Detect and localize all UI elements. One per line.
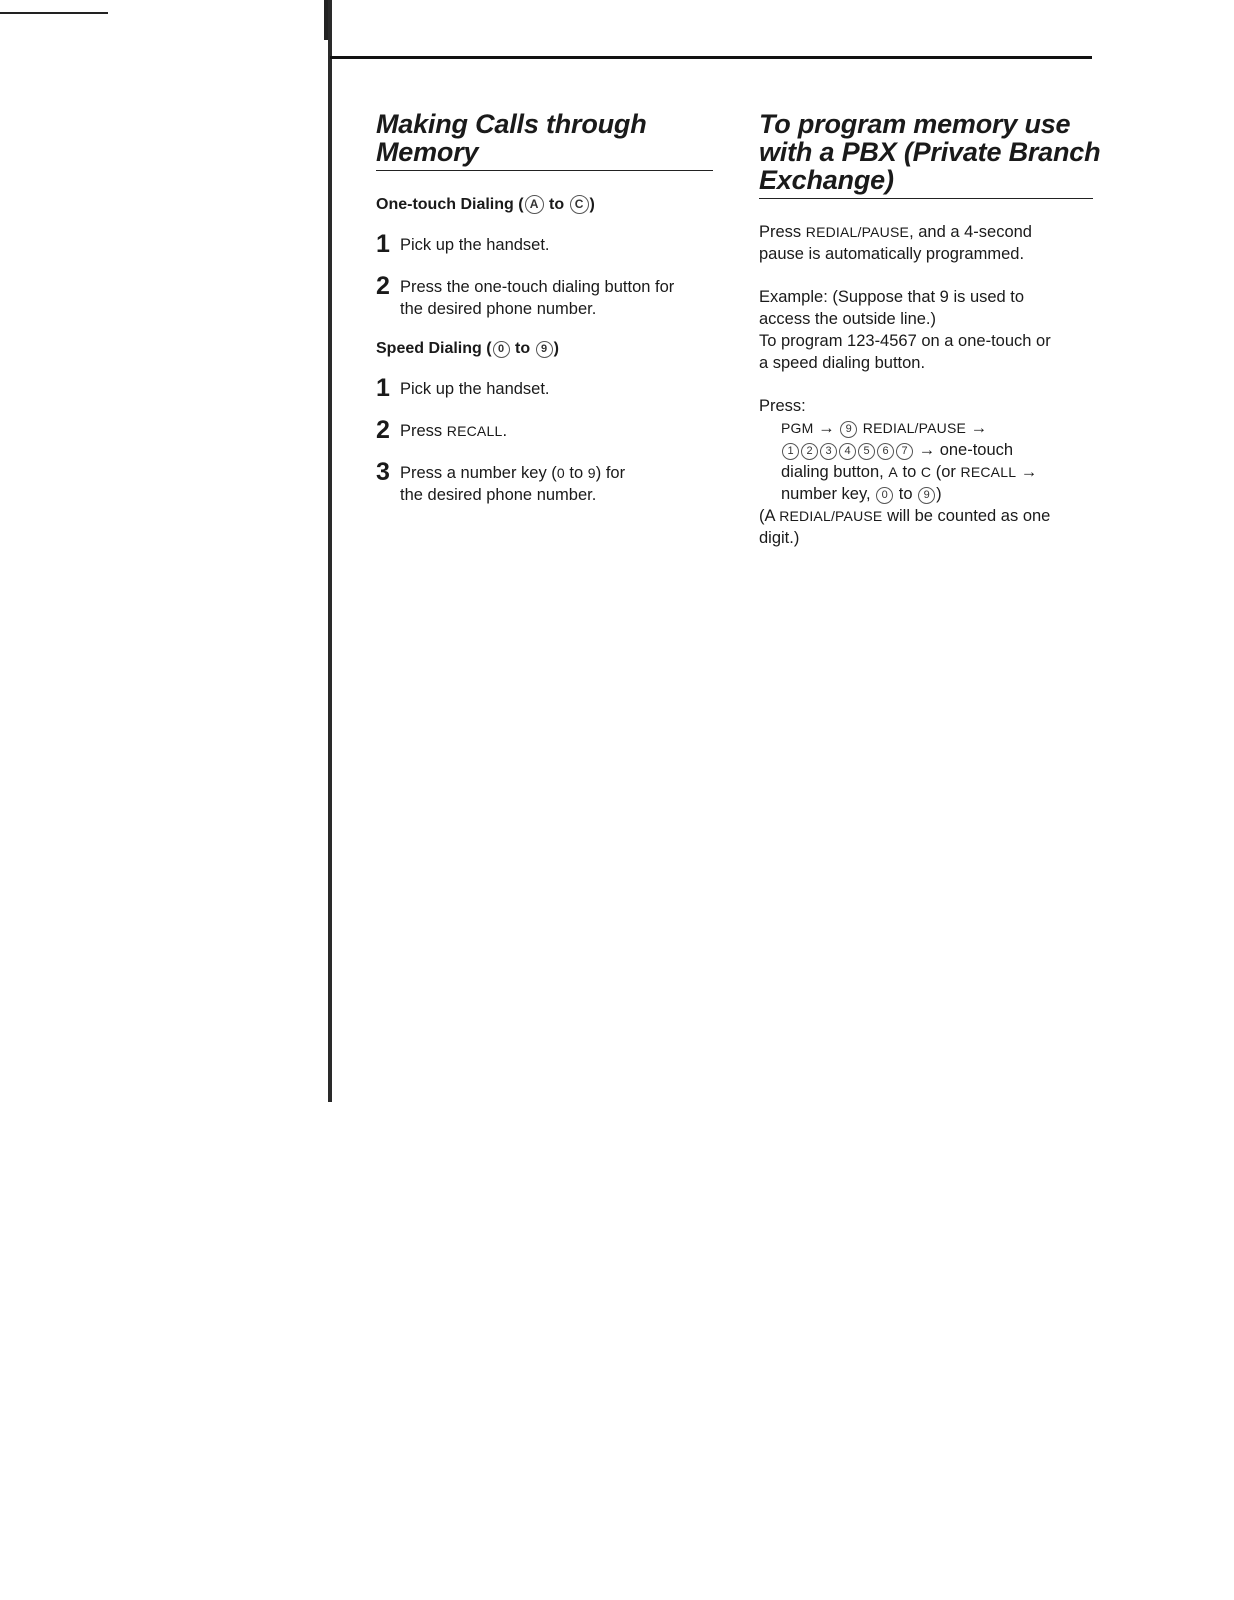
speed-step-2: 2 Press RECALL.	[376, 416, 508, 444]
redial-pause-key: REDIAL/PAUSE	[779, 508, 883, 524]
circled-digit-key: 1	[782, 443, 799, 460]
arrow-icon: →	[918, 441, 936, 459]
step-text: Press the one-touch dialing button for	[400, 278, 675, 296]
arrow-icon: →	[818, 419, 835, 437]
number-key-9: 9	[587, 465, 596, 481]
pgm-key: PGM	[781, 420, 814, 436]
arrow-icon: →	[970, 419, 988, 437]
binding-edge	[328, 0, 332, 1102]
a-key: A	[888, 464, 898, 480]
recall-key: RECALL	[446, 423, 503, 439]
circled-0-key: 0	[493, 341, 510, 358]
step-number: 2	[376, 416, 390, 444]
step-text: the desired phone number.	[400, 300, 597, 318]
circled-9-key: 9	[536, 341, 553, 358]
c-key: C	[920, 464, 932, 480]
press-label: Press:	[759, 397, 806, 415]
circled-a-key: A	[525, 195, 544, 214]
circled-9-key: 9	[918, 487, 935, 504]
step-number: 1	[376, 230, 390, 258]
header-rule	[330, 56, 1092, 59]
number-key-0: 0	[556, 465, 565, 481]
pause-paragraph: Press REDIAL/PAUSE, and a 4-second pause is automatically programmed.	[759, 223, 1032, 263]
corner-crop-mark	[0, 12, 108, 14]
step-text: Pick up the handset.	[400, 380, 550, 398]
circled-digit-key: 4	[839, 443, 856, 460]
right-column	[759, 110, 1099, 549]
one-touch-step-1	[376, 230, 714, 258]
step-text: the desired phone number.	[400, 486, 597, 504]
arrow-icon: →	[1020, 463, 1038, 481]
step-text: Pick up the handset.	[400, 236, 550, 254]
one-touch-step-2	[376, 272, 714, 320]
section-title-memory-calls: Making Calls through Memory	[376, 110, 713, 171]
circled-digit-key: 7	[896, 443, 913, 460]
step-number: 1	[376, 374, 390, 402]
redial-pause-key: REDIAL/PAUSE	[805, 224, 910, 240]
circled-digit-key: 5	[858, 443, 875, 460]
step-number: 3	[376, 458, 390, 486]
recall-key: RECALL	[960, 464, 1017, 480]
circled-digit-key: 2	[801, 443, 818, 460]
circled-digit-key: 3	[820, 443, 837, 460]
circled-c-key: C	[570, 195, 589, 214]
speed-step-3: 3 Press a number key (0 to 9) for the desired phone number.	[376, 462, 714, 506]
circled-9-key: 9	[840, 421, 857, 438]
circled-digit-key: 6	[877, 443, 894, 460]
speed-dialing-heading: Speed Dialing ( 0 to 9 )	[376, 340, 559, 357]
circled-0-key: 0	[876, 487, 893, 504]
section-title-pbx: To program memory use with a PBX (Private Branch Exchange)	[759, 110, 1093, 199]
speed-step-1	[376, 374, 714, 402]
one-touch-heading: One-touch Dialing ( A to C )	[376, 196, 595, 213]
step-number: 2	[376, 272, 390, 300]
press-sequence: Press: PGM → 9 REDIAL/PAUSE → 1 2 3 4 5 6 7 → one-touch dialing button, A to C (or RECALL → number key, 0 to 9 ) (A REDIAL/PAUSE will be counted as one digit.)	[759, 395, 1099, 549]
left-column	[376, 110, 714, 506]
redial-pause-key: REDIAL/PAUSE	[862, 420, 967, 436]
example-paragraph: Example: (Suppose that 9 is used to access the outside line.) To program 123-4567 on a one-touch or a speed dialing button.	[759, 288, 1051, 372]
